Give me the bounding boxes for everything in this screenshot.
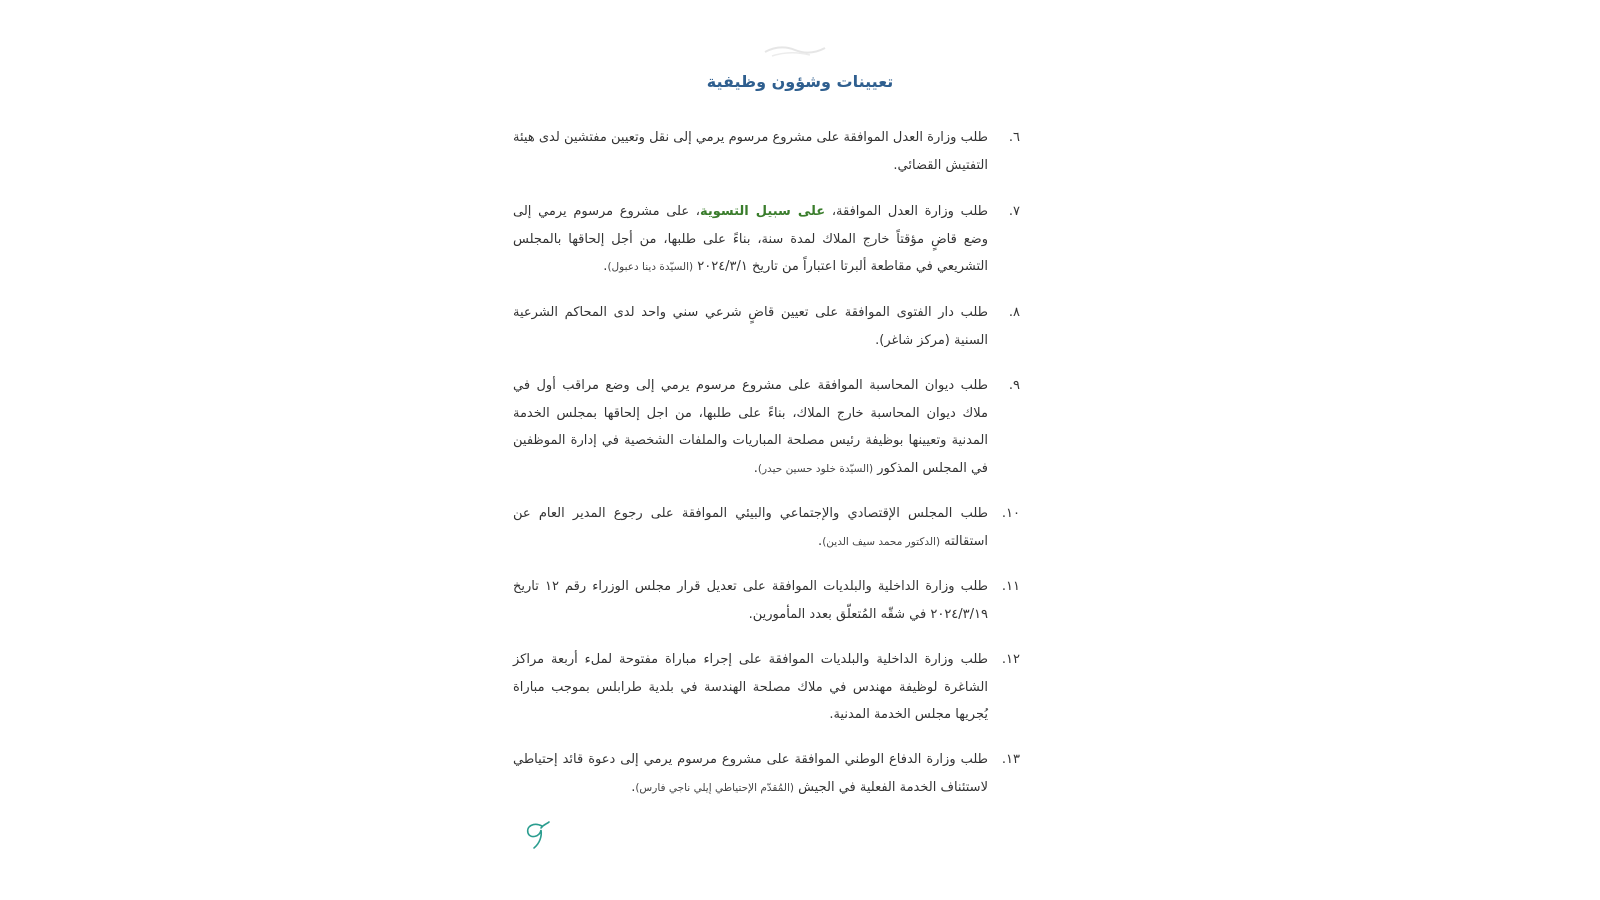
item-end: . bbox=[818, 533, 823, 549]
item-end: . bbox=[631, 779, 636, 795]
item-number: ٨. bbox=[1008, 305, 1020, 320]
item-text: طلب ديوان المحاسبة الموافقة على مشروع مرسوم يرمي إلى وضع مراقب أول في ملاك ديوان المحاسبة خارج الملاك، بناءً على طلبها، من اجل إلحاقها بمجلس الخدمة المدنية وتعيينها بوظيفة رئيس مصلحة المباريات والملفات الشخصية في إدارة الموظفين في المجلس المذكور bbox=[513, 378, 988, 476]
list-item-7 bbox=[513, 198, 1020, 282]
list-item-12 bbox=[513, 646, 1020, 729]
item-number: ١٢. bbox=[1001, 652, 1020, 667]
list-item-6 bbox=[513, 124, 1020, 179]
list-item-9 bbox=[513, 372, 1020, 483]
item-number: ١٣. bbox=[1001, 752, 1020, 767]
item-text: طلب المجلس الإقتصادي والإجتماعي والبيئي الموافقة على رجوع المدير العام عن استقالته bbox=[513, 506, 988, 549]
list-item-8 bbox=[513, 299, 1020, 354]
item-text: طلب وزارة العدل الموافقة على مشروع مرسوم يرمي إلى نقل وتعيين مفتشين لدى هيئة التفتيش القضائي. bbox=[513, 130, 988, 173]
item-note: (السيّدة خلود حسين حيدر) bbox=[757, 462, 874, 475]
item-text: طلب وزارة الدفاع الوطني الموافقة على مشروع مرسوم يرمي إلى دعوة قائد إحتياطي لاستئناف الخدمة الفعلية في الجيش bbox=[513, 752, 988, 795]
item-end: . bbox=[603, 259, 608, 274]
faint-stamp-mark bbox=[760, 38, 830, 60]
item-number: ٦. bbox=[1008, 130, 1020, 145]
item-text-part-a: طلب وزارة العدل الموافقة، bbox=[825, 204, 988, 219]
item-text: طلب دار الفتوى الموافقة على تعيين قاضٍ شرعي سني واحد لدى المحاكم الشرعية السنية (مركز شاغر). bbox=[513, 305, 988, 348]
item-number: ٧. bbox=[1008, 204, 1020, 219]
item-text: طلب وزارة الداخلية والبلديات الموافقة على تعديل قرار مجلس الوزراء رقم ١٢ تاريخ ٢٠٢٤/٣/١٩ في شقّه المُتعلّق بعدد المأمورين. bbox=[513, 579, 989, 622]
item-text: طلب وزارة الداخلية والبلديات الموافقة على إجراء مباراة مفتوحة لملء أربعة مراكز الشاغرة لوظيفة مهندس في ملاك مصلحة الهندسة في بلدية طرابلس بموجب مباراة يُجريها مجلس الخدمة المدنية. bbox=[513, 652, 988, 722]
list-item-10 bbox=[513, 500, 1020, 556]
item-note: (الدكتور محمد سيف الدين) bbox=[822, 535, 941, 548]
item-number: ٩. bbox=[1008, 378, 1020, 393]
item-end: . bbox=[753, 460, 758, 476]
handwritten-initials bbox=[520, 818, 552, 852]
item-number: ١١. bbox=[1001, 579, 1020, 594]
item-note: (السيّدة دينا دعبول) bbox=[607, 261, 694, 273]
list-item-11 bbox=[513, 573, 1020, 628]
item-highlight: على سبيل التسوية bbox=[699, 204, 826, 219]
item-text-part-b: ، على مشروع مرسوم يرمي إلى وضع قاضٍ مؤقتاً خارج الملاك لمدة سنة، بناءً على طلبها، من أجل إلحاقها بالمجلس التشريعي في مقاطعة ألبرتا اعتباراً من تاريخ ٢٠٢٤/٣/١ bbox=[513, 204, 988, 274]
page-title: تعيينات وشؤون وظيفية bbox=[706, 72, 894, 91]
item-note: (المُقدّم الإحتياطي إيلي ناجي فارس) bbox=[635, 781, 794, 794]
item-number: ١٠. bbox=[1001, 506, 1020, 521]
list-item-13 bbox=[513, 746, 1020, 802]
